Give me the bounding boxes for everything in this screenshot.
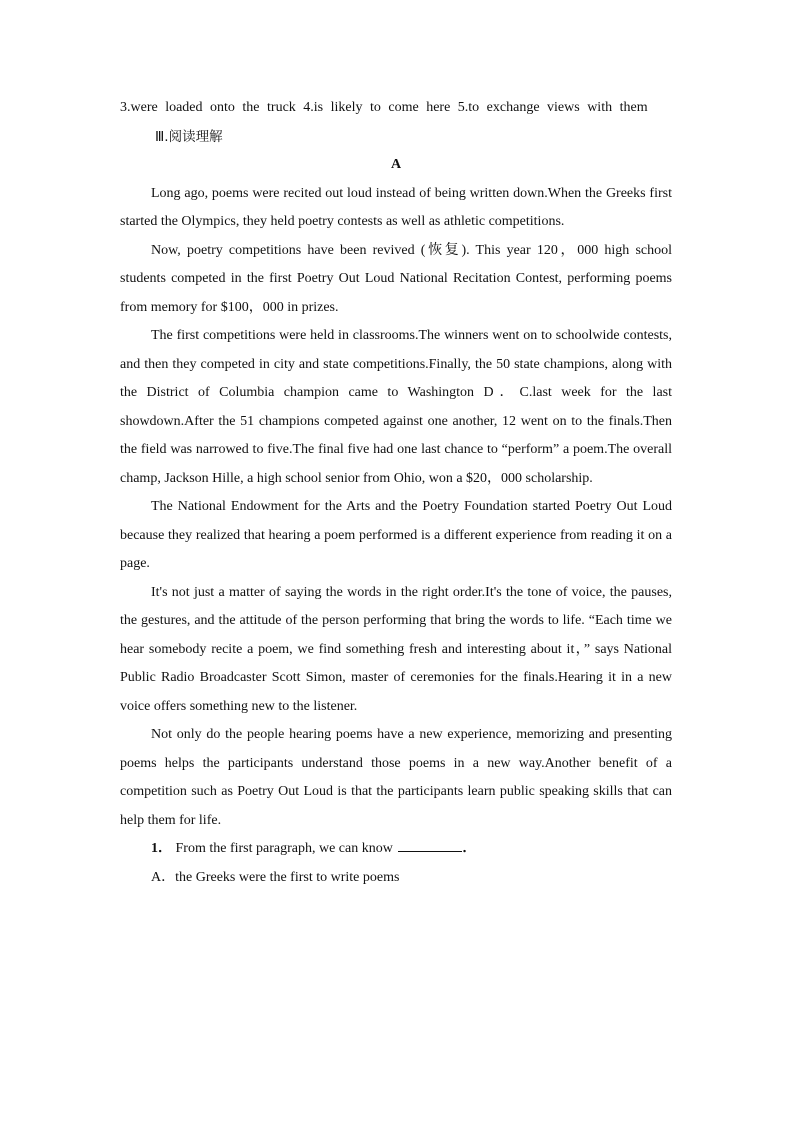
paragraph-2: Now, poetry competitions have been revived (恢复). This year 120，000 high school students competed in the first Poetry Out Loud National Recitation Contest, performing poems from memory for $100，000 in prizes.: [120, 242, 672, 315]
answer-key-line: 3.were loaded onto the truck 4.is likely to come here 5.to exchange views with them: [120, 100, 648, 115]
paragraph-6: Not only do the people hearing poems have a new experience, memorizing and presenting poems helps the participants understand those poems in a new way.Another benefit of a competition such as Poetry Out Loud is that the participants learn public speaking skills that can help them for life.: [120, 727, 672, 828]
paragraph-4: The National Endowment for the Arts and the Poetry Foundation started Poetry Out Loud because they realized that hearing a poem performed is a different experience from reading it on a page.: [120, 499, 672, 571]
question-end-mark: ．: [462, 841, 477, 856]
paragraph-5: It's not just a matter of saying the words in the right order.It's the tone of voice, the pauses, the gestures, and the attitude of the person performing that bring the words to life. “Each time we hear somebody recite a poem, we find something fresh and interesting about it，” says National Public Radio Broadcaster Scott Simon, master of ceremonies for the finals.Hearing it in a new voice offers something new to the listener.: [120, 584, 672, 714]
answer-blank: [398, 839, 462, 852]
paragraph-1: Long ago, poems were recited out loud instead of being written down.When the Greeks first started the Olympics, they held poetry contests as well as athletic competitions.: [120, 185, 672, 229]
document-page: [120, 94, 672, 892]
paragraph-3: The first competitions were held in classrooms.The winners went on to schoolwide contests, and then they competed in city and state competitions.Finally, the 50 state champions, along with the District of Columbia champion came to Washington D．C.last week for the last showdown.After the 51 champions competed against one another, 12 went on to the finals.Then the field was narrowed to five.The final five had one last chance to “perform” a poem.The overall champ, Jackson Hille, a high school senior from Ohio, won a $20，000 scholarship.: [120, 328, 672, 486]
question-1: [120, 835, 672, 864]
question-stem: From the first paragraph, we can know: [175, 841, 393, 856]
option-label: A．: [151, 869, 176, 885]
option-text: the Greeks were the first to write poems: [175, 869, 400, 885]
section-heading: Ⅲ.阅读理解: [155, 128, 223, 145]
passage-title: A: [390, 157, 402, 172]
option-a: [120, 864, 672, 893]
question-number: 1．: [151, 841, 172, 856]
